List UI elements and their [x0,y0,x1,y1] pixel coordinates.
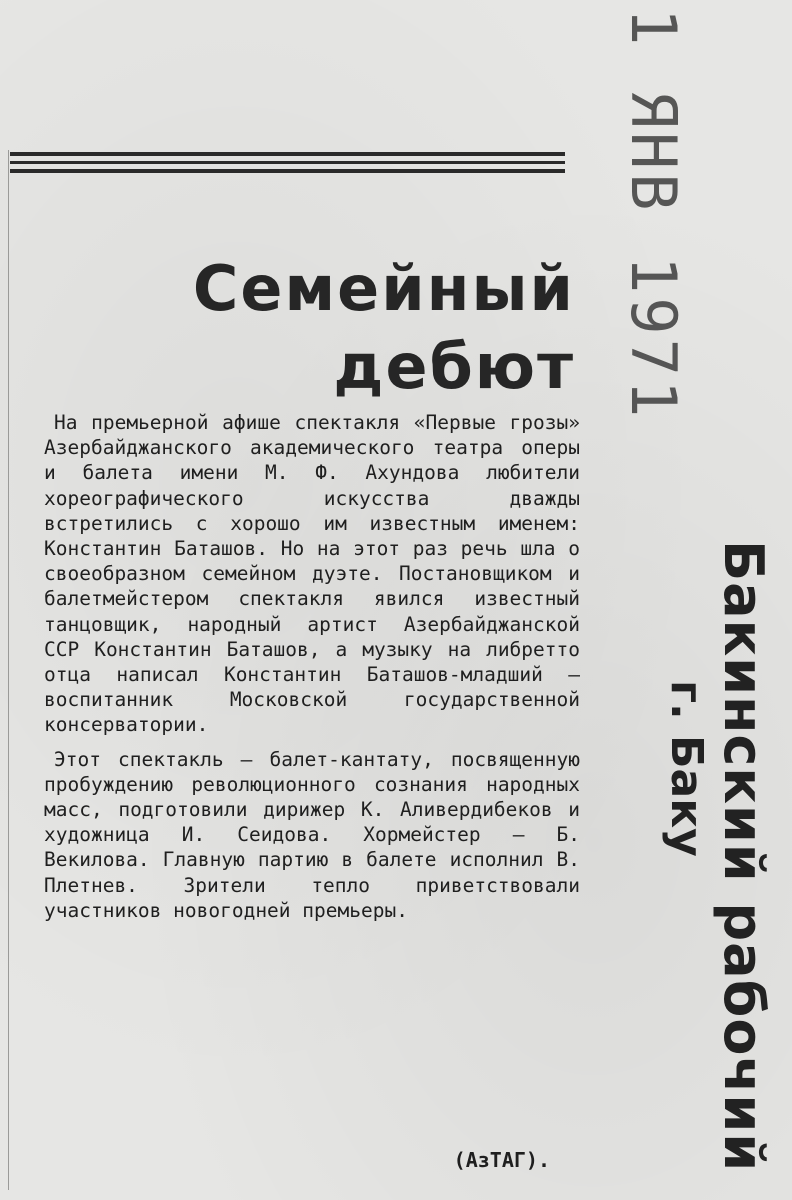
rule-line [10,161,565,164]
decorative-rules [10,152,565,178]
date-stamp: 1 ЯНВ 1971 [617,8,690,422]
rule-line [10,169,565,173]
article-paragraph-2: Этот спектакль — балет-кантату, посвященную пробуждению революционного сознания народных масс, подготовили дирижер К. Аливердибеков и художница И. Сеидова. Хормейстер — Б. Векилова. Главную партию в балете исполнил В. Плетнев. Зрители тепло приветствовали участников новогодней премьеры. [44,747,580,922]
rule-line [10,152,565,156]
newspaper-name-stamp: Бакинский рабочий [712,540,775,1173]
article-paragraph-1: На премьерной афише спектакля «Первые грозы» Азербайджанского академического театра оперы и балета имени М. Ф. Ахундова любители хореографического искусства дважды встретились с хорошо им известным именем: Константин Баташов. Но на этот раз речь шла о своеобразном семейном дуэте. Постановщиком и балетмейстером спектакля явился известный танцовщик, народный артист Азербайджанской ССР Константин Баташов, а музыку на либретто отца написал Константин Баташов-младший — воспитанник Московской государственной консерватории. [44,411,580,737]
source-credit: (АзТАГ). [453,1148,550,1172]
headline-line-1: Семейный [192,252,575,325]
newspaper-city-stamp: г. Баку [661,680,712,857]
article-body [44,410,580,923]
headline [110,250,575,406]
headline-line-2: дебют [333,330,575,403]
